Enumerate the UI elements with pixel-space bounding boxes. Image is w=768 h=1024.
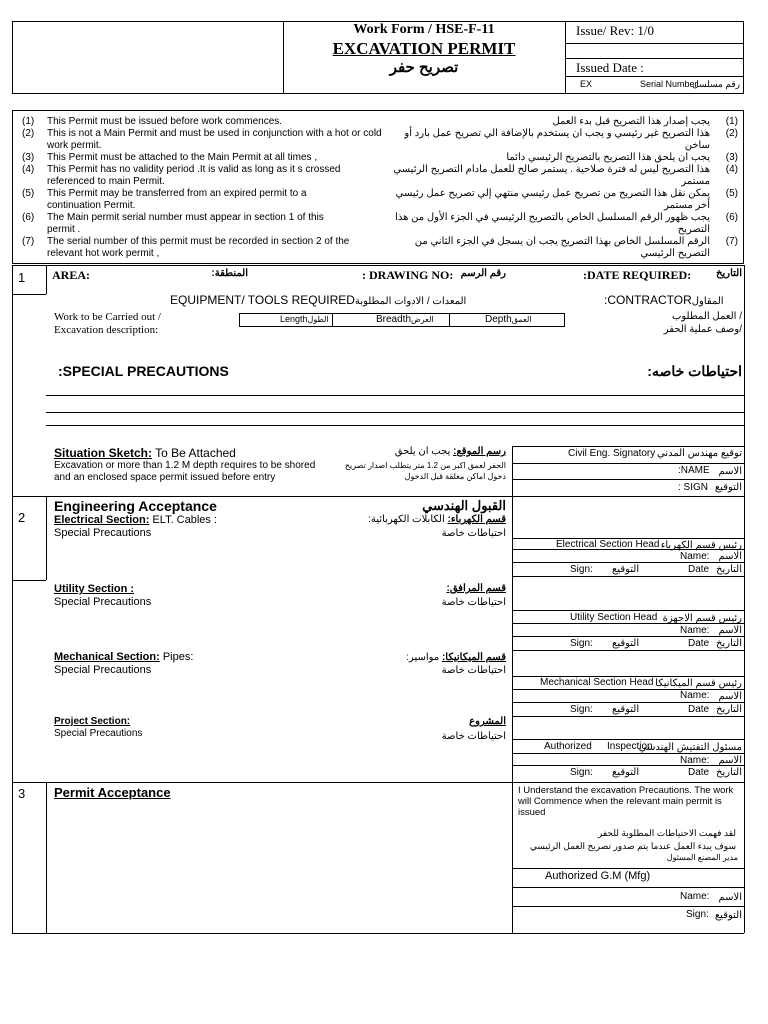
electrical-date-arabic: التاريخ [716, 564, 742, 575]
work-label-arabic: / العمل المطلوب [671, 311, 742, 322]
electrical-rule-3 [512, 562, 744, 563]
electrical-section-head: Electrical Section Head [556, 539, 660, 550]
civil-name-arabic: الاسم [718, 466, 742, 477]
mechanical-special-precautions-arabic: احتياطات خاصة [441, 665, 506, 676]
gm-name-arabic: الاسم [718, 892, 742, 903]
depth-cell[interactable]: Depthالعمق [485, 314, 532, 325]
acceptance-statement: I Understand the excavation Precautions. The work will Commence when the relevant main permit is issued [518, 785, 734, 818]
issued-date-label: Issued Date : [576, 60, 644, 75]
number-cell-rule-2 [12, 580, 46, 581]
condition-item-ar: يجب ظهور الرقم المسلسل الخاص بالتصريح الرئيسي في الجزء الأول من هذا التصريح (6) [395, 212, 738, 235]
date-required-label: :DATE REQUIRED: [583, 268, 692, 282]
utility-section-title-arabic: قسم المرافق: [446, 583, 506, 594]
situation-sketch-title: Situation Sketch: To Be Attached [54, 446, 236, 460]
condition-item: (7) The serial number of this permit must be recorded in section 2 of the relevant hot work permit , [22, 236, 350, 259]
situation-sketch-note: Excavation or more than 1.2 M depth requires to be shored and an enclosed space permit issued before entry [54, 460, 316, 483]
gm-name-field[interactable]: Name: [680, 891, 710, 902]
date-required-arabic: التاريخ [716, 268, 742, 279]
dimensions-divider-1 [332, 313, 333, 327]
condition-item-ar: يمكن نقل هذا التصريح من تصريح عمل رئيسي منتهي إلي تصريح عمل رئيسي أخر مستمر (5) [395, 188, 738, 211]
border-left [12, 265, 13, 933]
condition-item-ar: هذا التصريح ليس له فترة صلاحية . يستمر صالح للعمل مادام التصريح الرئيسي مستمر (4) [393, 164, 738, 187]
engineering-acceptance-title-arabic: القبول الهندسي [422, 498, 506, 513]
rule-section1-top [12, 265, 744, 266]
permit-acceptance-title: Permit Acceptance [54, 785, 171, 800]
section-3-number: 3 [18, 786, 26, 801]
precautions-line-3[interactable] [46, 425, 744, 426]
condition-item: (2) This is not a Main Permit and must be used in conjunction with a hot or cold work permit. [22, 128, 382, 151]
mechanical-name-arabic: الاسم [718, 691, 742, 702]
drawing-no-arabic: رقم الرسم [460, 268, 506, 279]
mechanical-section-title-arabic: قسم الميكانيكا: مواسير: [406, 652, 506, 663]
condition-item: (3) This Permit must be attached to the Main Permit at all times , [22, 152, 318, 163]
project-rule-1 [512, 739, 744, 740]
equipment-label-ar: المعدات / الادوات المطلوبة [354, 296, 467, 307]
issue-rev: Issue/ Rev: 1/0 [576, 23, 654, 38]
civil-name-field[interactable]: :NAME [678, 465, 710, 476]
civil-sign-arabic: التوقيع [714, 482, 742, 493]
gm-label: Authorized G.M (Mfg) [545, 870, 651, 882]
electrical-sign-arabic: التوقيع [612, 564, 640, 575]
utility-name-arabic: الاسم [718, 625, 742, 636]
precautions-line-1[interactable] [46, 395, 744, 396]
condition-item-ar: يجب إصدار هذا التصريح قبل بدء العمل (1) [552, 116, 738, 127]
electrical-name-field[interactable]: Name: [680, 551, 710, 562]
length-cell[interactable]: Lengthالطول [280, 314, 329, 324]
mechanical-rule-3 [512, 702, 744, 703]
form-title: EXCAVATION PERMIT [332, 39, 516, 58]
project-head-arabic: مسئول التفتيش الهندسي [638, 742, 742, 753]
electrical-name-arabic: الاسم [718, 551, 742, 562]
special-precautions-heading: :SPECIAL PRECAUTIONS [58, 363, 229, 379]
gm-arabic: مدير المصنع المسئول [666, 853, 738, 862]
civil-sign-field[interactable]: : SIGN [678, 482, 709, 493]
utility-sign-arabic: التوقيع [612, 638, 640, 649]
condition-item: (5) This Permit may be transferred from an expired permit to a continuation Permit. [22, 188, 307, 211]
header-rule-1 [565, 43, 744, 44]
equipment-label-en: EQUIPMENT/ TOOLS REQUIRED [170, 293, 355, 307]
acceptance-statement-arabic-1: لقد فهمت الاحتياطات المطلوبة للحفر [597, 828, 736, 838]
utility-section-head-arabic: رئيس قسم الاجهزة [662, 613, 742, 624]
contractor-label-en: :CONTRACTOR [604, 293, 692, 307]
special-precautions-heading-arabic: احتياطات خاصه: [647, 363, 742, 379]
gm-sign-arabic: التوقيع [714, 910, 742, 921]
excavation-label: Excavation description: [54, 324, 159, 336]
mechanical-date-field[interactable]: Date [688, 704, 710, 715]
header-rule-3 [565, 76, 744, 77]
gm-rule-1 [512, 868, 744, 869]
electrical-sign-field[interactable]: Sign: [570, 564, 593, 575]
serial-number-label: Serial Number [640, 79, 698, 89]
rule-section3-top [12, 782, 744, 783]
civil-rule-mid [512, 463, 744, 464]
project-special-precautions-arabic: احتياطات خاصة [441, 731, 506, 742]
border-right [744, 265, 745, 933]
utility-rule-4 [512, 650, 744, 651]
number-column-rule-1 [46, 265, 47, 294]
project-sign-arabic: التوقيع [612, 767, 640, 778]
utility-section-head: Utility Section Head [570, 612, 658, 623]
electrical-date-field[interactable]: Date [688, 564, 710, 575]
mechanical-name-field[interactable]: Name: [680, 690, 710, 701]
project-sign-field[interactable]: Sign: [570, 767, 593, 778]
drawing-no-label: : DRAWING NO: [362, 268, 454, 282]
conditions-list-ar [390, 116, 738, 260]
project-date-field[interactable]: Date [688, 767, 710, 778]
area-label: AREA: [52, 268, 90, 282]
civil-signatory-arabic: توقيع مهندس المدني [656, 448, 742, 459]
civil-rule-low [512, 479, 744, 480]
ex-label: EX [580, 79, 593, 89]
contractor-label [604, 293, 724, 307]
dimensions-divider-2 [449, 313, 450, 327]
project-special-precautions: Special Precautions [54, 728, 143, 739]
rule-bottom [12, 933, 744, 934]
rule-section2-top [12, 496, 744, 497]
acceptance-statement-arabic-2: سوف يبدء العمل عندما يتم صدور تصريح العمل الرئيسي [529, 841, 736, 851]
number-cell-rule-1 [12, 294, 46, 295]
civil-rule-top [512, 446, 744, 447]
project-inspection-label: Inspection [607, 741, 653, 752]
project-name-arabic: الاسم [718, 755, 742, 766]
gm-sign-field[interactable]: Sign: [686, 909, 709, 920]
electrical-section-title-arabic: قسم الكهرباء: الكابلات الكهربائية: [368, 514, 506, 525]
gm-rule-2 [512, 887, 744, 888]
engineering-acceptance-title: Engineering Acceptance [54, 498, 217, 514]
condition-item: (4) This Permit has no validity period .It is valid as long as it s crossed referenced to main Permit. [22, 164, 341, 187]
section-2-number: 2 [18, 510, 26, 525]
mechanical-section-head-arabic: رئيس قسم الميكانيكا [655, 678, 742, 689]
area-label-arabic: المنطقة: [211, 268, 248, 279]
breadth-cell[interactable]: Breadthالعرض [376, 314, 434, 325]
utility-special-precautions-arabic: احتياطات خاصة [441, 597, 506, 608]
form-number: Work Form / HSE-F-11 [353, 22, 495, 37]
gm-rule-3 [512, 906, 744, 907]
project-name-field[interactable]: Name: [680, 755, 710, 766]
form-title-arabic: تصريح حفر [389, 59, 459, 76]
mechanical-rule-4 [512, 716, 744, 717]
utility-date-field[interactable]: Date [688, 638, 710, 649]
mechanical-sign-arabic: التوقيع [612, 704, 640, 715]
mechanical-special-precautions: Special Precautions [54, 664, 152, 676]
project-section-title: Project Section: [54, 716, 131, 727]
mechanical-date-arabic: التاريخ [716, 704, 742, 715]
condition-item-ar: هذا التصريح غير رئيسي و يجب ان يستخدم بالإضافة الي تصريح عمل بارد أو ساخن (2) [404, 128, 738, 151]
project-date-arabic: التاريخ [716, 767, 742, 778]
project-rule-2 [512, 753, 744, 754]
contractor-label-ar: المقاول [691, 296, 724, 307]
excavation-label-arabic: /وصف عملية الحفر [663, 324, 742, 335]
utility-rule-3 [512, 636, 744, 637]
condition-item-ar: الرقم المسلسل الخاص بهذا التصريح يجب ان يسجل في الجزء الثاني من التصريح الرئيسي (7) [414, 236, 738, 259]
utility-date-arabic: التاريخ [716, 638, 742, 649]
civil-rule-left [512, 446, 513, 496]
electrical-section-head-arabic: رئيس قسم الكهرباء [660, 540, 742, 551]
utility-rule-1 [512, 610, 744, 611]
electrical-rule-4 [512, 576, 744, 577]
condition-item: (6) The Main permit serial number must appear in section 1 of this permit . [22, 212, 324, 235]
condition-item-ar: يجب ان يلحق هذا التصريح بالتصريح الرئيسي دائما (3) [506, 152, 738, 163]
project-section-title-arabic: المشروع [469, 716, 506, 727]
serial-number-arabic: رقم مسلسل [692, 79, 740, 89]
situation-sketch-note-arabic: الحفر لعمق اكبر من 1.2 متر يتطلب اصدار تصريح دخول اماكن مغلقة قبل الدخول [344, 461, 506, 481]
utility-sign-field[interactable]: Sign: [570, 638, 593, 649]
mechanical-section-head: Mechanical Section Head [540, 677, 654, 688]
number-column-rule-2 [46, 496, 47, 580]
situation-sketch-title-arabic: رسم الموقع: يجب ان يلحق [394, 446, 506, 457]
condition-item: (1) This Permit must be issued before work commences. [22, 116, 283, 127]
electrical-section-title: Electrical Section: ELT. Cables : [54, 514, 218, 526]
mechanical-sign-field[interactable]: Sign: [570, 704, 593, 715]
electrical-special-precautions-arabic: احتياطات خاصة [441, 528, 506, 539]
utility-section-title: Utility Section : [54, 583, 135, 595]
electrical-special-precautions: Special Precautions [54, 527, 152, 539]
number-column-rule-3 [46, 782, 47, 933]
project-authorized-label: Authorized [544, 741, 592, 752]
utility-name-field[interactable]: Name: [680, 625, 710, 636]
section-1-number: 1 [18, 270, 26, 285]
conditions-list-en [22, 116, 382, 260]
precautions-line-2[interactable] [46, 412, 744, 413]
civil-signatory-label: Civil Eng. Signatory [568, 448, 656, 459]
work-label: Work to be Carried out / [54, 311, 161, 323]
utility-special-precautions: Special Precautions [54, 596, 152, 608]
mechanical-section-title: Mechanical Section: Pipes: [54, 651, 194, 663]
header-rule-2 [565, 58, 744, 59]
equipment-label [170, 293, 466, 307]
